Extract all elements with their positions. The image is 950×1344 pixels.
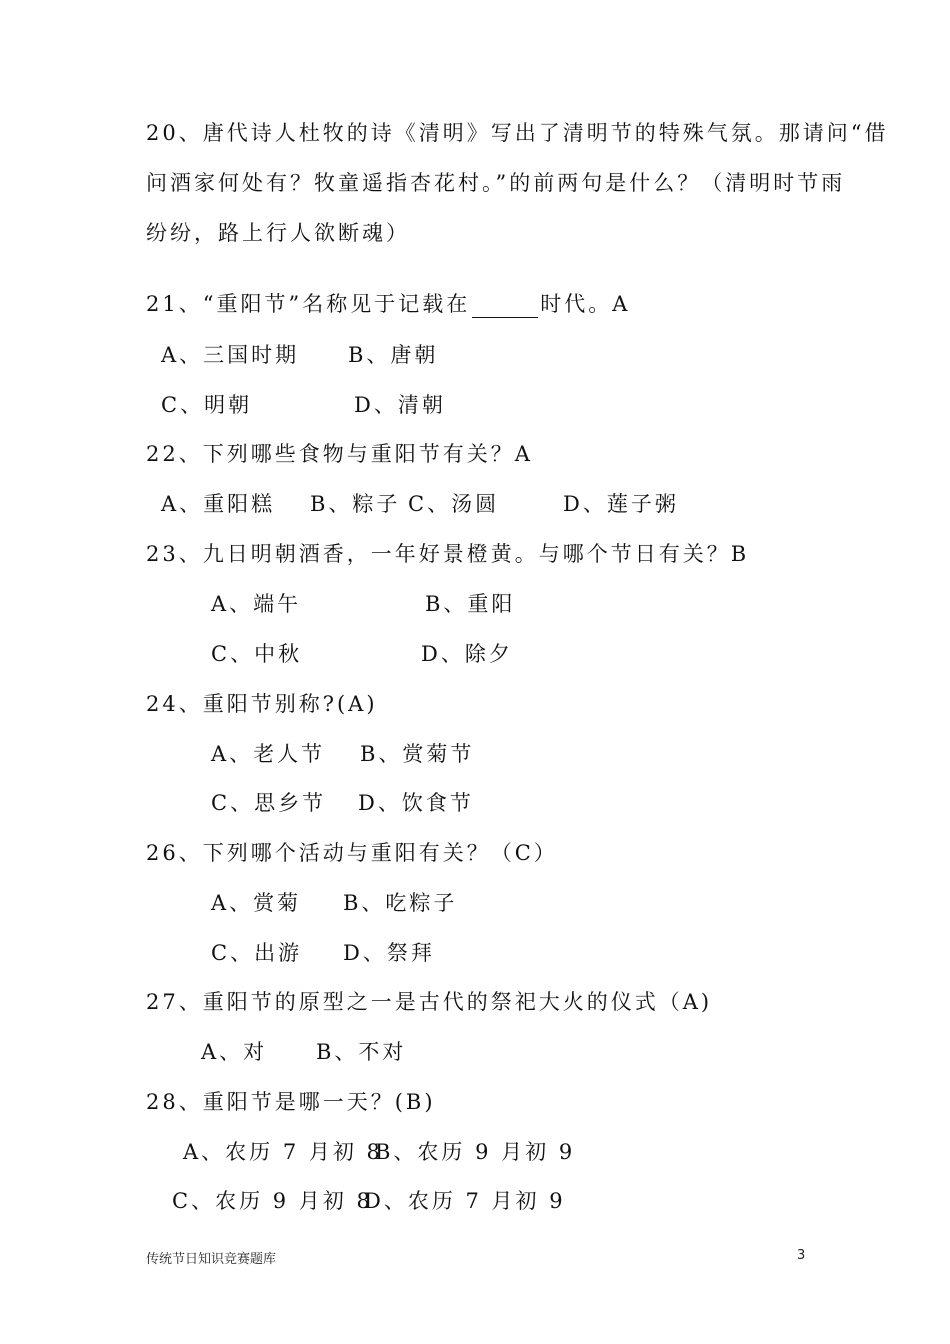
- q22-option-b: B、粽子: [310, 492, 401, 516]
- footer-title: 传统节日知识竞赛题库: [146, 1252, 277, 1267]
- q24-option-d: D、饮食节: [358, 791, 474, 815]
- q21-option-a: A、三国时期: [161, 343, 300, 367]
- q21-stem-after: 时代。A: [540, 292, 631, 316]
- q20-line-2: 问酒家何处有？牧童遥指杏花村。”的前两句是什么？（清明时节雨: [146, 171, 846, 195]
- q21-option-d: D、清朝: [354, 393, 446, 417]
- q22-option-a: A、重阳糕: [161, 492, 276, 516]
- q23-option-c: C、中秋: [211, 642, 303, 666]
- q21-stem-before: 21、“重阳节”名称见于记载在: [146, 292, 471, 316]
- q24-option-a: A、老人节: [211, 742, 326, 766]
- q28-option-a: A、农历 7 月初 8: [183, 1140, 383, 1164]
- q20-line-1: 20、唐代诗人杜牧的诗《清明》写出了清明节的特殊气氛。那请问“借: [146, 121, 889, 145]
- q23-option-b: B、重阳: [425, 592, 516, 616]
- q27-option-b: B、不对: [316, 1040, 407, 1064]
- q23-option-a: A、端午: [211, 592, 302, 616]
- q21-blank: [472, 295, 538, 318]
- q26-option-b: B、吃粽子: [343, 891, 458, 915]
- q23-stem: 23、九日明朝酒香，一年好景橙黄。与哪个节日有关？B: [146, 542, 750, 566]
- q26-option-c: C、出游: [211, 941, 303, 965]
- q28-option-d: D、农历 7 月初 9: [364, 1189, 566, 1213]
- q22-option-d: D、莲子粥: [563, 492, 679, 516]
- q21-option-c: C、明朝: [161, 393, 253, 417]
- q23-option-d: D、除夕: [421, 642, 513, 666]
- q27-stem: 27、重阳节的原型之一是古代的祭祀大火的仪式（A): [146, 990, 713, 1014]
- q24-option-c: C、思乡节: [211, 791, 327, 815]
- q26-option-a: A、赏菊: [211, 891, 302, 915]
- q28-option-c: C、农历 9 月初 8: [172, 1189, 373, 1213]
- q28-option-b: B、农历 9 月初 9: [375, 1140, 576, 1164]
- q24-option-b: B、赏菊节: [360, 742, 475, 766]
- q20-line-3: 纷纷，路上行人欲断魂）: [146, 221, 410, 245]
- page-number: 3: [797, 1248, 806, 1263]
- q26-option-d: D、祭拜: [343, 941, 435, 965]
- q21-stem: [146, 290, 630, 318]
- q21-option-b: B、唐朝: [348, 343, 439, 367]
- q27-option-a: A、对: [201, 1040, 268, 1064]
- q22-option-c: C、汤圆: [408, 492, 500, 516]
- q22-stem: 22、下列哪些食物与重阳节有关？A: [146, 442, 533, 466]
- q26-stem: 26、下列哪个活动与重阳有关？（C）: [146, 841, 558, 865]
- q28-stem: 28、重阳节是哪一天？(B): [146, 1090, 436, 1114]
- q24-stem: 24、重阳节别称?(A): [146, 692, 378, 716]
